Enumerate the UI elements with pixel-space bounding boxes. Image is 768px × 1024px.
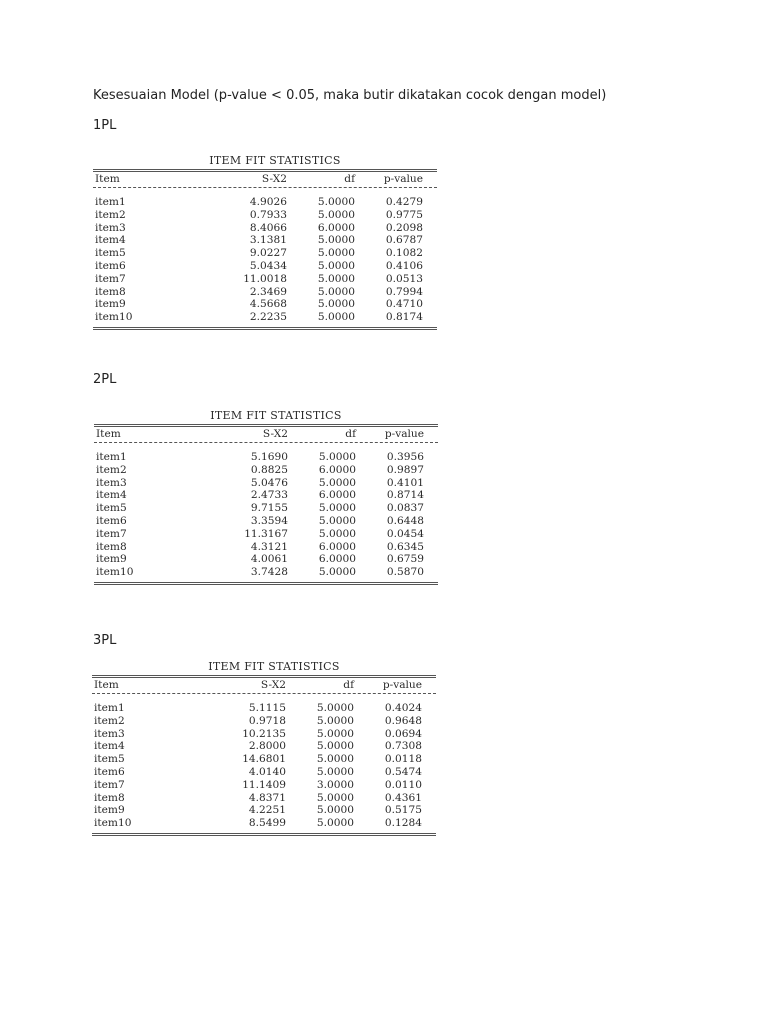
item-cell: item9: [95, 298, 126, 311]
df-cell: 5.0000: [317, 259, 355, 272]
df-cell: 5.0000: [318, 514, 356, 527]
item-cell: item4: [96, 489, 127, 502]
table-row: [94, 566, 438, 579]
p-value-cell: 0.1082: [385, 247, 423, 260]
item-cell: item1: [96, 451, 127, 463]
item-cell: item6: [94, 765, 125, 778]
sx2-cell: 4.3121: [250, 540, 288, 553]
sx2-cell: 2.4733: [250, 489, 288, 502]
df-cell: 5.0000: [316, 765, 354, 778]
fit-table-3pl: [92, 660, 436, 836]
model-label-3pl: 3PL: [93, 633, 117, 648]
p-value-cell: 0.0513: [385, 272, 423, 285]
item-cell: item4: [95, 234, 126, 247]
table-row: [94, 528, 438, 541]
header-item: Item: [96, 428, 121, 440]
double-rule-bottom: [92, 833, 436, 836]
p-value-cell: 0.9775: [385, 208, 423, 221]
fit-table-title: ITEM FIT STATISTICS: [209, 154, 341, 167]
df-cell: 6.0000: [318, 463, 356, 476]
item-cell: item7: [96, 527, 127, 540]
sx2-cell: 3.1381: [249, 234, 287, 247]
header-df: df: [344, 173, 355, 185]
header-item: Item: [95, 173, 120, 185]
table-row: [94, 515, 438, 528]
p-value-cell: 0.6787: [385, 234, 423, 247]
header-sx2: S-X2: [260, 679, 286, 691]
df-cell: 5.0000: [317, 298, 355, 311]
item-cell: item3: [94, 727, 125, 740]
p-value-cell: 0.8714: [386, 489, 424, 502]
df-cell: 6.0000: [317, 221, 355, 234]
item-cell: item1: [94, 702, 125, 714]
p-value-cell: 0.0110: [384, 778, 422, 791]
sx2-cell: 0.8825: [250, 463, 288, 476]
df-cell: 3.0000: [316, 778, 354, 791]
df-cell: 6.0000: [318, 489, 356, 502]
sx2-cell: 9.0227: [249, 247, 287, 260]
table-row: [93, 234, 437, 247]
table-header-row: [92, 678, 436, 692]
table-row: [92, 728, 436, 741]
sx2-cell: 11.1409: [242, 778, 286, 791]
sx2-cell: 0.9718: [248, 714, 286, 727]
sx2-cell: 11.0018: [243, 272, 287, 285]
item-cell: item10: [96, 566, 134, 579]
df-cell: 5.0000: [316, 791, 354, 804]
sx2-cell: 4.8371: [248, 791, 286, 804]
fit-table-title: ITEM FIT STATISTICS: [208, 660, 340, 673]
table-row: [92, 753, 436, 766]
sx2-cell: 3.7428: [250, 566, 288, 579]
table-row: [92, 702, 436, 715]
dashed-rule: [94, 442, 438, 443]
item-cell: item2: [96, 463, 127, 476]
page-heading: Kesesuaian Model (p-value < 0.05, maka butir dikatakan cocok dengan model): [93, 88, 607, 103]
p-value-cell: 0.4024: [384, 702, 422, 714]
table-row: [92, 715, 436, 728]
sx2-cell: 4.9026: [249, 196, 287, 208]
table-row: [92, 766, 436, 779]
table-row: [93, 311, 437, 324]
table-row: [94, 477, 438, 490]
sx2-cell: 9.7155: [250, 502, 288, 515]
table-row: [93, 298, 437, 311]
p-value-cell: 0.9648: [384, 714, 422, 727]
sx2-cell: 3.3594: [250, 514, 288, 527]
dashed-rule: [93, 187, 437, 188]
item-cell: item8: [96, 540, 127, 553]
df-cell: 5.0000: [316, 753, 354, 766]
sx2-cell: 11.3167: [244, 527, 288, 540]
header-p-value: p-value: [383, 173, 423, 185]
sx2-cell: 8.5499: [248, 817, 286, 830]
item-cell: item8: [95, 285, 126, 298]
table-row: [92, 792, 436, 805]
sx2-cell: 14.6801: [242, 753, 286, 766]
p-value-cell: 0.4361: [384, 791, 422, 804]
p-value-cell: 0.7994: [385, 285, 423, 298]
double-rule-bottom: [94, 582, 438, 585]
table-body: [92, 702, 436, 830]
fit-table-2pl: [94, 409, 438, 585]
sx2-cell: 10.2135: [242, 727, 286, 740]
item-cell: item10: [95, 311, 133, 324]
p-value-cell: 0.3956: [386, 451, 424, 463]
item-cell: item8: [94, 791, 125, 804]
table-row: [92, 817, 436, 830]
df-cell: 5.0000: [317, 247, 355, 260]
df-cell: 5.0000: [318, 502, 356, 515]
p-value-cell: 0.4710: [385, 298, 423, 311]
item-cell: item2: [94, 714, 125, 727]
table-row: [93, 260, 437, 273]
p-value-cell: 0.5175: [384, 804, 422, 817]
fit-table-title: ITEM FIT STATISTICS: [210, 409, 342, 422]
item-cell: item3: [95, 221, 126, 234]
df-cell: 5.0000: [317, 196, 355, 208]
p-value-cell: 0.8174: [385, 311, 423, 324]
df-cell: 5.0000: [318, 476, 356, 489]
df-cell: 5.0000: [317, 208, 355, 221]
sx2-cell: 4.0140: [248, 765, 286, 778]
df-cell: 5.0000: [316, 817, 354, 830]
table-row: [93, 286, 437, 299]
item-cell: item5: [95, 247, 126, 260]
table-header-row: [94, 427, 438, 441]
table-row: [93, 222, 437, 235]
double-rule-bottom: [93, 327, 437, 330]
p-value-cell: 0.6759: [386, 553, 424, 566]
sx2-cell: 5.1690: [250, 451, 288, 463]
header-df: df: [343, 679, 354, 691]
sx2-cell: 2.8000: [248, 740, 286, 753]
item-cell: item1: [95, 196, 126, 208]
df-cell: 6.0000: [318, 540, 356, 553]
table-row: [94, 464, 438, 477]
df-cell: 5.0000: [316, 714, 354, 727]
table-row: [94, 451, 438, 464]
p-value-cell: 0.0118: [384, 753, 422, 766]
df-cell: 5.0000: [318, 451, 356, 463]
p-value-cell: 0.4279: [385, 196, 423, 208]
sx2-cell: 8.4066: [249, 221, 287, 234]
table-header-row: [93, 172, 437, 186]
sx2-cell: 2.3469: [249, 285, 287, 298]
table-row: [92, 804, 436, 817]
sx2-cell: 4.5668: [249, 298, 287, 311]
table-row: [93, 209, 437, 222]
p-value-cell: 0.6345: [386, 540, 424, 553]
sx2-cell: 5.1115: [248, 702, 286, 714]
item-cell: item9: [94, 804, 125, 817]
table-row: [92, 740, 436, 753]
df-cell: 6.0000: [318, 553, 356, 566]
table-row: [93, 247, 437, 260]
p-value-cell: 0.1284: [384, 817, 422, 830]
sx2-cell: 5.0476: [250, 476, 288, 489]
table-row: [93, 196, 437, 209]
item-cell: item6: [96, 514, 127, 527]
model-label-1pl: 1PL: [93, 118, 117, 133]
header-sx2: S-X2: [261, 173, 287, 185]
fit-table-1pl: [93, 154, 437, 330]
header-item: Item: [94, 679, 119, 691]
sx2-cell: 2.2235: [249, 311, 287, 324]
df-cell: 5.0000: [318, 566, 356, 579]
header-p-value: p-value: [382, 679, 422, 691]
df-cell: 5.0000: [316, 727, 354, 740]
table-body: [94, 451, 438, 579]
item-cell: item9: [96, 553, 127, 566]
p-value-cell: 0.0454: [386, 527, 424, 540]
p-value-cell: 0.2098: [385, 221, 423, 234]
header-df: df: [345, 428, 356, 440]
df-cell: 5.0000: [317, 234, 355, 247]
sx2-cell: 4.0061: [250, 553, 288, 566]
item-cell: item6: [95, 259, 126, 272]
p-value-cell: 0.7308: [384, 740, 422, 753]
p-value-cell: 0.9897: [386, 463, 424, 476]
item-cell: item5: [94, 753, 125, 766]
df-cell: 5.0000: [317, 311, 355, 324]
sx2-cell: 0.7933: [249, 208, 287, 221]
item-cell: item10: [94, 817, 132, 830]
table-body: [93, 196, 437, 324]
table-row: [93, 273, 437, 286]
table-row: [94, 541, 438, 554]
p-value-cell: 0.0694: [384, 727, 422, 740]
p-value-cell: 0.4106: [385, 259, 423, 272]
item-cell: item7: [94, 778, 125, 791]
model-label-2pl: 2PL: [93, 372, 117, 387]
p-value-cell: 0.6448: [386, 514, 424, 527]
item-cell: item5: [96, 502, 127, 515]
item-cell: item7: [95, 272, 126, 285]
df-cell: 5.0000: [316, 740, 354, 753]
df-cell: 5.0000: [316, 804, 354, 817]
item-cell: item4: [94, 740, 125, 753]
p-value-cell: 0.4101: [386, 476, 424, 489]
df-cell: 5.0000: [317, 272, 355, 285]
sx2-cell: 4.2251: [248, 804, 286, 817]
sx2-cell: 5.0434: [249, 259, 287, 272]
df-cell: 5.0000: [316, 702, 354, 714]
item-cell: item3: [96, 476, 127, 489]
header-sx2: S-X2: [262, 428, 288, 440]
df-cell: 5.0000: [318, 527, 356, 540]
df-cell: 5.0000: [317, 285, 355, 298]
item-cell: item2: [95, 208, 126, 221]
header-p-value: p-value: [384, 428, 424, 440]
p-value-cell: 0.0837: [386, 502, 424, 515]
p-value-cell: 0.5474: [384, 765, 422, 778]
dashed-rule: [92, 693, 436, 694]
table-row: [92, 779, 436, 792]
table-row: [94, 553, 438, 566]
table-row: [94, 502, 438, 515]
p-value-cell: 0.5870: [386, 566, 424, 579]
table-row: [94, 489, 438, 502]
